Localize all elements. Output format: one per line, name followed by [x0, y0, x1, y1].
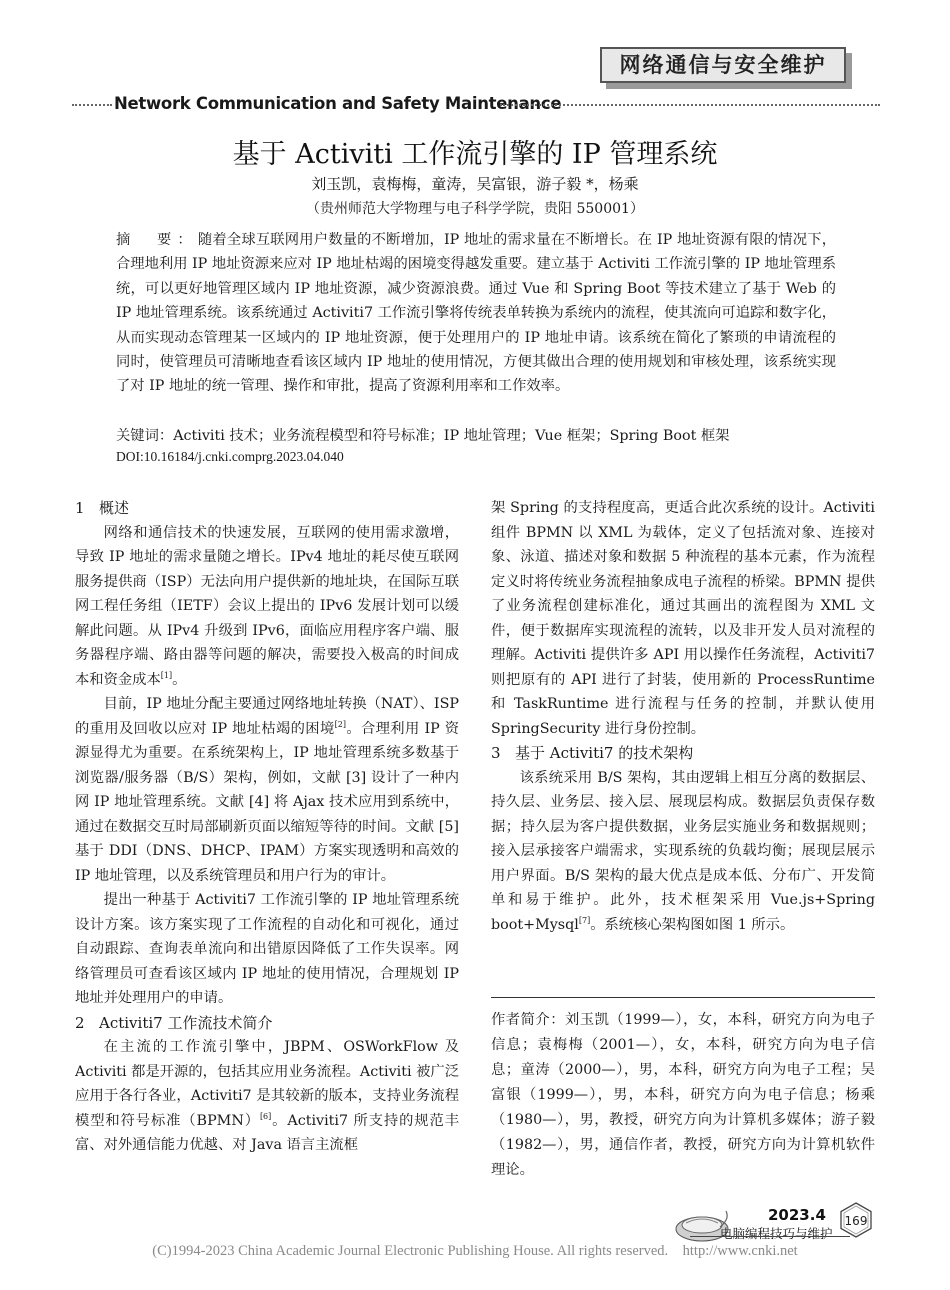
section-title: 概述	[99, 499, 130, 517]
paragraph-text: 。合理利用 IP 资源显得尤为重要。在系统架构上，IP 地址管理系统多数基于浏览器/服务器（B/S）架构，例如，文献 [3] 设计了一种内网 IP 地址管理系统。文献 [4] 将 Ajax 技术应用到系统中，通过在数据交互时局部刷新页面以缩短等待的时间。文献 [5] 基于 DDI（DNS、DHCP、IPAM）方案实现透明和高效的 IP 地址管理，以及系统管理员和用户行为的审计。	[75, 720, 460, 884]
paragraph-text: 目前，IP 地址分配主要通过网络地址转换（NAT）、ISP 的重用及回收以应对 IP 地址枯竭的困境	[75, 696, 459, 737]
paragraph	[75, 521, 459, 693]
footer-rule	[690, 1236, 850, 1237]
author-list: 刘玉凯，袁梅梅，童涛，吴富银，游子毅 *，杨乘	[311, 175, 639, 193]
paragraph	[491, 766, 875, 938]
paragraph-text: 在主流的工作流引擎中，JBPM、OSWorkFlow 及 Activiti 都是开源的，包括其应用业务流程。Activiti 被广泛应用于各行各业，Activiti7 是其较新的版本，支持业务流程模型和符号标准（BPMN）	[75, 1039, 459, 1129]
abstract	[116, 228, 836, 399]
author-biography-note: 作者简介：刘玉凯（1999—），女，本科，研究方向为电子信息；袁梅梅（2001—），女，本科，研究方向为电子信息；童涛（2000—），男，本科，研究方向为电子工程；吴富银（1999—），男，本科，研究方向为电子信息；杨乘（1980—），男，教授，研究方向为计算机多媒体；游子毅（1982—），男，通信作者，教授，研究方向为计算机软件理论。	[491, 1012, 875, 1178]
journal-name: 电脑编程技巧与维护	[720, 1226, 833, 1241]
section-number: 2	[75, 1013, 85, 1032]
body-column-left	[75, 496, 459, 1158]
paragraph-text: 网络和通信技术的快速发展，互联网的使用需求激增，导致 IP 地址的需求量随之增长。IPv4 地址的耗尽使互联网服务提供商（ISP）无法向用户提供新的地址块，在国际互联网工程任务组（IETF）会议上提出的 IPv6 发展计划可以缓解此问题。从 IPv4 升级到 IPv6，面临应用程序客户端、服务器程序端、路由器等问题的解决，需要投入极高的时间成本和资金成本	[75, 524, 459, 688]
page-number: 169	[844, 1214, 868, 1228]
issue-number: 2023.4	[768, 1206, 826, 1224]
keywords	[116, 425, 836, 447]
section-title-en: Network Communication and Safety Maintenance	[114, 94, 562, 113]
section-title-cn: 网络通信与安全维护	[619, 53, 827, 77]
page-number-badge	[838, 1202, 874, 1238]
citation: [6]	[259, 1111, 272, 1121]
paragraph-text: 。	[172, 671, 187, 688]
copyright-line: (C)1994-2023 China Academic Journal Electronic Publishing House. All rights reserved. http://www.cnki.net	[152, 1243, 798, 1259]
doi: DOI:10.16184/j.cnki.comprg.2023.04.040	[116, 449, 344, 464]
body-column-right	[491, 496, 875, 937]
paragraph-text: 该系统采用 B/S 架构，其由逻辑上相互分离的数据层、持久层、业务层、接入层、展现层构成。数据层负责保存数据；持久层为客户提供数据，业务层实施业务和数据规则；接入层承接客户端需求，实现系统的负载均衡；展现层展示用户界面。B/S 架构的最大优点是成本低、分布广、开发简单和易于维护。此外，技术框架采用 Vue.js+Spring boot+Mysql	[491, 769, 875, 933]
section-title: 基于 Activiti7 的技术架构	[515, 744, 694, 762]
paragraph	[75, 692, 459, 888]
paragraph-continued: 架 Spring 的支持程度高，更适合此次系统的设计。Activiti 组件 BPMN 以 XML 为载体，定义了包括流对象、连接对象、泳道、描述对象和数据 5 种流程的基本元素，作为流程定义时将传统业务流程抽象成电子流程的桥梁。BPMN 提供了业务流程创建标准化，通过其画出的流程图为 XML 文件，便于数据库实现流程的流转，以及非开发人员对流程的理解。Activiti 提供许多 API 用以操作任务流程，Activiti7 则把原有的 API 进行了封装，使用新的 ProcessRuntime 和 TaskRuntime 进行流程与任务的控制，并默认使用 SpringSecurity 进行身份控制。	[491, 500, 875, 737]
section-heading-1	[75, 496, 459, 521]
paper-title: 基于 Activiti 工作流引擎的 IP 管理系统	[232, 139, 718, 170]
affiliation: （贵州师范大学物理与电子科学学院，贵阳 550001）	[306, 201, 644, 217]
section-heading-2	[75, 1011, 459, 1036]
abstract-text: 随着全球互联网用户数量的不断增加，IP 地址的需求量在不断增长。在 IP 地址资源有限的情况下，合理地利用 IP 地址资源来应对 IP 地址枯竭的困境变得越发重要。建立基于 Activiti 工作流引擎的 IP 地址管理系统，可以更好地管理区域内 IP 地址资源，减少资源浪费。通过 Vue 和 Spring Boot 等技术建立了基于 Web 的 IP 地址管理系统。该系统通过 Activiti7 工作流引擎将传统表单转换为系统内的流程，使其流向可追踪和数字化，从而实现动态管理某一区域内的 IP 地址资源，便于处理用户的 IP 地址申请。该系统在简化了繁琐的申请流程的同时，使管理员可清晰地查看该区域内 IP 地址的使用情况，方便其做出合理的使用规划和审核处理，该系统实现了对 IP 地址的统一管理、操作和审批，提高了资源利用率和工作效率。	[116, 232, 837, 395]
header-dotted-rule-right	[500, 104, 880, 106]
header-dotted-rule-left	[72, 104, 112, 106]
citation: [7]	[578, 915, 591, 925]
section-number: 1	[75, 499, 85, 517]
paragraph-text: 。Activiti7 所支持的规范丰富、对外通信能力优越、对 Java 语言主流框	[75, 1112, 459, 1153]
citation: [2]	[334, 719, 346, 729]
keywords-label: 关键词：	[116, 428, 174, 444]
citation: [1]	[160, 670, 173, 680]
abstract-label: 摘 要：	[116, 232, 198, 248]
keywords-text: Activiti 技术；业务流程模型和符号标准；IP 地址管理；Vue 框架；Spring Boot 框架	[173, 428, 730, 444]
footnote-rule	[491, 997, 875, 998]
paragraph: 提出一种基于 Activiti7 工作流引擎的 IP 地址管理系统设计方案。该方案实现了工作流程的自动化和可视化，通过自动跟踪、查询表单流向和出错原因降低了工作失误率。网络管理员可查看该区域内 IP 地址的使用情况，合理规划 IP 地址并处理用户的申请。	[75, 892, 459, 1006]
section-number: 3	[491, 744, 501, 762]
paragraph	[75, 1035, 459, 1158]
paragraph-text: 。系统核心架构图如图 1 所示。	[590, 916, 795, 933]
section-heading-3	[491, 741, 875, 766]
section-title: Activiti7 工作流技术简介	[99, 1013, 273, 1032]
